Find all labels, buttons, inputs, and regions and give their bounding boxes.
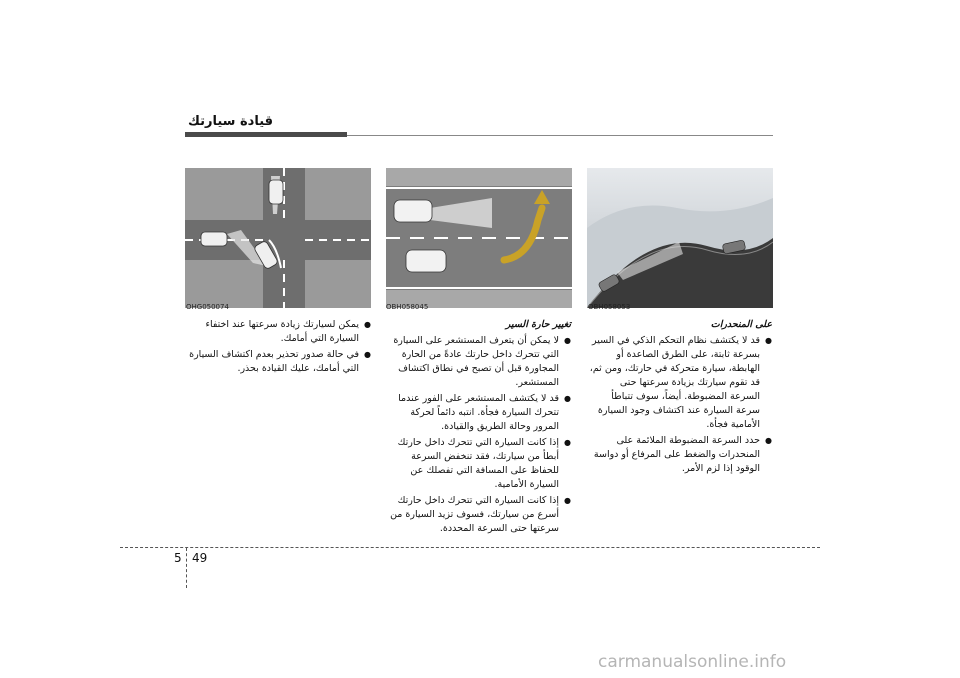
column-middle <box>386 318 571 538</box>
bullet-item: ● قد لا يكتشف نظام التحكم الذكي في السير بسرعة ثابتة، على الطرق الصاعدة أو الهابطة، سيارة متحركة في حارتك، ومن ثم، قد تقوم سيارتك بزيادة سرعتها حتى السرعة المضبوطة. أيضاً، سوف تتباطأ سرعة السيارة عند اكتشاف وجود السيارة الأمامية فجأة. <box>587 334 760 432</box>
page-number: 49 <box>192 551 208 565</box>
watermark-text: carmanualsonline.info <box>598 652 787 672</box>
column-left <box>186 318 371 378</box>
footer-rule <box>120 547 820 548</box>
section-subhead: تغيير حارة السير <box>505 319 571 330</box>
figure-code: OHG050074 <box>186 303 229 311</box>
footer-divider <box>186 548 187 588</box>
bullet-item: ● إذا كانت السيارة التي تتحرك داخل حارتك أبطأ من سيارتك، فقد تنخفض السرعة للحفاظ على المسافة التي تفصلك عن السيارة الأمامية. <box>386 436 559 492</box>
bullet-item: ● لا يمكن أن يتعرف المستشعر على السيارة التي تتحرك داخل حارتك عادةً من الحارة المجاورة قبل أن تصبح في نطاق اكتشاف المستشعر. <box>386 334 559 390</box>
header-rule <box>185 132 773 137</box>
bullet-item: ● حدد السرعة المضبوطة الملائمة على المنحدرات والضغط على المرفاع أو دواسة الوقود إذا لزم الأمر. <box>587 434 760 476</box>
section-number: 5 <box>174 551 182 565</box>
bullet-item: ● يمكن لسيارتك زيادة سرعتها عند اختفاء السيارة التي أمامك. <box>186 318 359 346</box>
figure-intersection <box>185 168 371 308</box>
page-header-title: قيادة سيارتك <box>188 114 274 129</box>
bullet-item: ● إذا كانت السيارة التي تتحرك داخل حارتك أسرع من سيارتك، فسوف تزيد السيارة من سرعتها حتى السرعة المحددة. <box>386 494 559 536</box>
bullet-item: ● في حالة صدور تحذير بعدم اكتشاف السيارة التي أمامك، عليك القيادة بحذر. <box>186 348 359 376</box>
figure-slope <box>587 168 773 308</box>
section-subhead: على المنحدرات <box>710 319 772 330</box>
figure-lane-change <box>386 168 572 308</box>
figure-code: OBH058053 <box>588 303 631 311</box>
bullet-item: ● قد لا يكتشف المستشعر على الفور عندما تتحرك السيارة فجأة. انتبه دائماً لحركة المرور وحالة الطريق والقيادة. <box>386 392 559 434</box>
figure-code: OBH058045 <box>386 303 429 311</box>
column-right <box>587 318 772 478</box>
